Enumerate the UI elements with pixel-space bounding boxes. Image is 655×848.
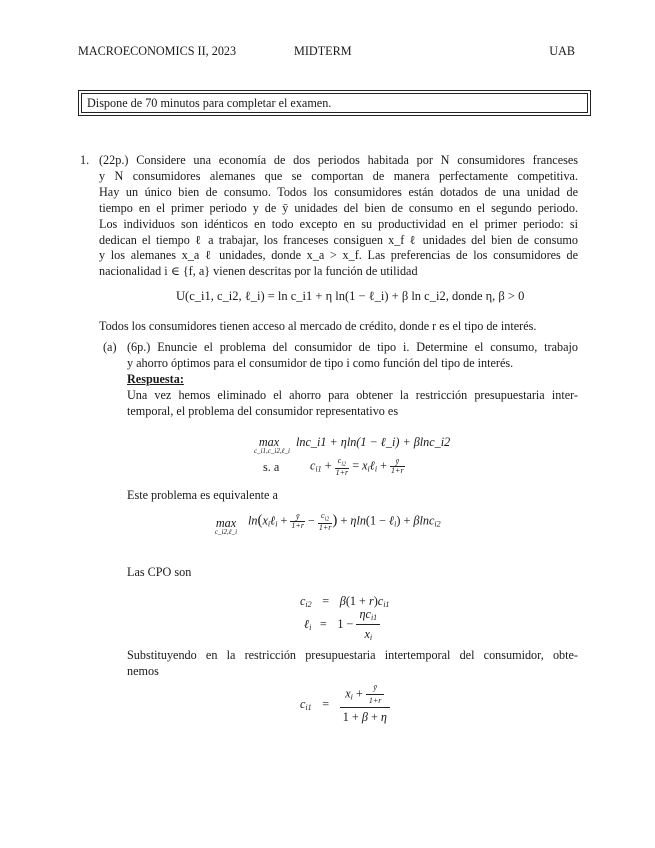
course-title: MACROECONOMICS II, 2023 — [78, 44, 237, 58]
budget-constraint: $c_{i1}$ + $\frac{c_{i2}}{1+r}$ = $x_i\ell_i$ + $\frac{ȳ}{1+r}$ — [310, 456, 404, 477]
foc-l-i: ℓ$_i$ = 1 − $\eta c_{i1}$ $x_i$ — [304, 607, 380, 642]
page-header — [78, 44, 575, 60]
objective-function-2: $\ln(x_i\ell_i$ + $\frac{ȳ}{1+r}$ − $\frac{c_{i2}}{1+r}$ ) + ηln(1 − ℓ$_i$) + βlnc$_{i2}$ — [248, 511, 441, 532]
question-line: tiempo en el primer periodo y de ȳ unidades del bien de consumo en el segundo periodo. — [99, 200, 578, 215]
exam-notice-box — [78, 90, 591, 116]
question-line: y N consumidores alemanes que se comportan de manera perfectamente competitiva. — [99, 168, 578, 183]
max-word-2: max — [215, 516, 237, 530]
part-a-line: y ahorro óptimos para el consumidor de tipo i como función del tipo de interés. — [127, 355, 514, 370]
max-word: max — [258, 435, 280, 449]
utility-condition: donde η, β > 0 — [451, 289, 525, 303]
cpo-text: Las CPO son — [127, 565, 192, 579]
question-number: 1. — [80, 153, 90, 167]
part-a-points: (6p.) — [127, 340, 151, 354]
max-under-2: c_i2,ℓ_i — [214, 528, 238, 536]
max-operator — [254, 435, 290, 455]
question-1-text — [99, 153, 578, 280]
question-line: (22p.) Considere una economía de dos periodos habitada por N consumidores franceses — [99, 153, 579, 167]
question-line: nacionalidad i ∈ {f, a} vienen descritas por la función de utilidad — [99, 264, 418, 279]
substitution-line: nemos — [127, 663, 159, 678]
foc-c-i2: $c_{i2} = \beta(1 + r)c_{i1}$ — [300, 594, 390, 609]
question-line: Hay un único bien de consumo. Todos los consumidores están dotados de una unidad de — [99, 184, 578, 199]
equivalent-text: Este problema es equivalente a — [127, 488, 278, 502]
substitution-line: Substituyendo en la restricción presupuestaria intertemporal del consumidor, obte- — [127, 648, 578, 662]
max-under: c_i1,c_i2,ℓ_i — [254, 447, 290, 455]
answer-heading: Respuesta: — [127, 371, 184, 386]
substitution-text — [127, 648, 578, 680]
university-name: UAB — [549, 44, 575, 58]
question-line: Los individuos son idénticos en todo excepto en su productividad en el primer periodo: si — [99, 216, 578, 231]
utility-rhs: = ln c_i1 + η ln(1 − ℓ_i) + β ln c_i2, — [267, 289, 449, 303]
utility-function — [176, 289, 524, 304]
max-operator-2 — [211, 516, 241, 536]
answer-intro-line: temporal, el problema del consumidor representativo es — [127, 403, 399, 418]
subject-to-label: s. a — [263, 460, 280, 474]
question-line: dedican el tiempo ℓ a trabajar, los franceses consiguen x_f ℓ unidades del bien de consumo — [99, 232, 578, 247]
part-a-label: (a) — [103, 340, 117, 354]
question-line: y los alemanes x_a ℓ unidades, donde x_a > x_f. Las preferencias de los consumidores de — [99, 248, 578, 263]
exam-title: MIDTERM — [294, 44, 352, 58]
credit-market-text: Todos los consumidores tienen acceso al mercado de crédito, donde r es el tipo de interés. — [99, 319, 537, 333]
question-points: (22p.) — [99, 153, 129, 167]
objective-function: lnc_i1 + ηln(1 − ℓ_i) + βlnc_i2 — [296, 435, 451, 449]
utility-lhs: U(c_i1, c_i2, ℓ_i) — [176, 289, 265, 303]
exam-notice-text: Dispone de 70 minutos para completar el examen. — [81, 93, 588, 113]
part-a-text — [127, 340, 578, 420]
answer-intro-line: Una vez hemos eliminado el ahorro para obtener la restricción presupuestaria inter- — [127, 387, 578, 402]
part-a-line: (6p.) Enuncie el problema del consumidor de tipo i. Determine el consumo, trabajo — [127, 340, 579, 354]
solution-c-i1: $c_{i1}$ = $x_i$ + $\frac{ȳ}{1+r}$ 1 + β + η — [300, 684, 390, 725]
